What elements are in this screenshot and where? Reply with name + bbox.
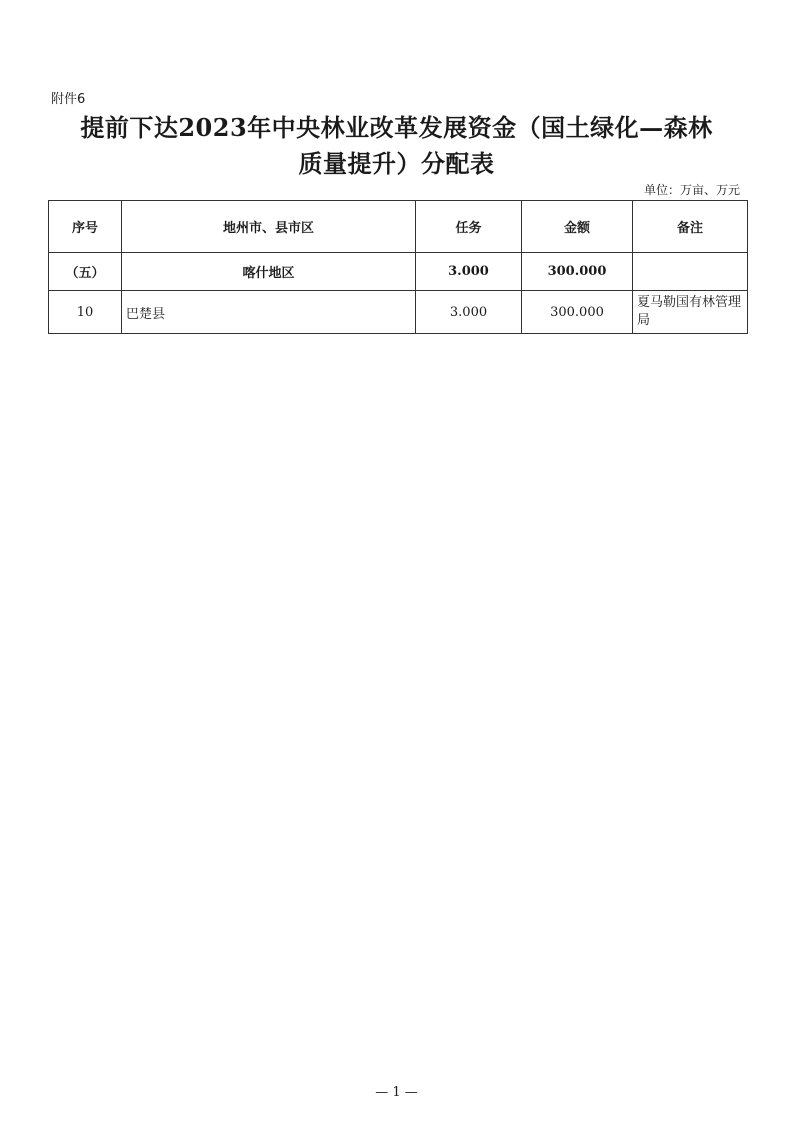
- header-task: 任务: [416, 201, 522, 253]
- row-amount: 300.000: [522, 291, 633, 334]
- document-title: [40, 110, 753, 182]
- subtotal-region: 喀什地区: [122, 253, 416, 291]
- subtotal-row: [49, 253, 748, 291]
- title-line-2: 质量提升）分配表: [298, 149, 495, 178]
- table-row: [49, 291, 748, 334]
- header-index: 序号: [49, 201, 122, 253]
- subtotal-note: [633, 253, 748, 291]
- row-region: 巴楚县: [122, 291, 416, 334]
- allocation-table: [48, 200, 748, 334]
- page-number: — 1 —: [375, 1085, 418, 1100]
- subtotal-amount: 300.000: [522, 253, 633, 291]
- unit-label: 单位：万亩、万元: [643, 183, 740, 197]
- subtotal-index: （五）: [49, 253, 122, 291]
- row-note: 夏马勒国有林管理局: [633, 291, 748, 334]
- header-note: 备注: [633, 201, 748, 253]
- header-region: 地州市、县市区: [122, 201, 416, 253]
- title-line-1: 提前下达2023年中央林业改革发展资金（国土绿化—森林: [80, 113, 713, 142]
- row-task: 3.000: [416, 291, 522, 334]
- row-index: 10: [49, 291, 122, 334]
- subtotal-task: 3.000: [416, 253, 522, 291]
- table-header-row: [49, 201, 748, 253]
- header-amount: 金额: [522, 201, 633, 253]
- attachment-label: 附件6: [51, 92, 86, 107]
